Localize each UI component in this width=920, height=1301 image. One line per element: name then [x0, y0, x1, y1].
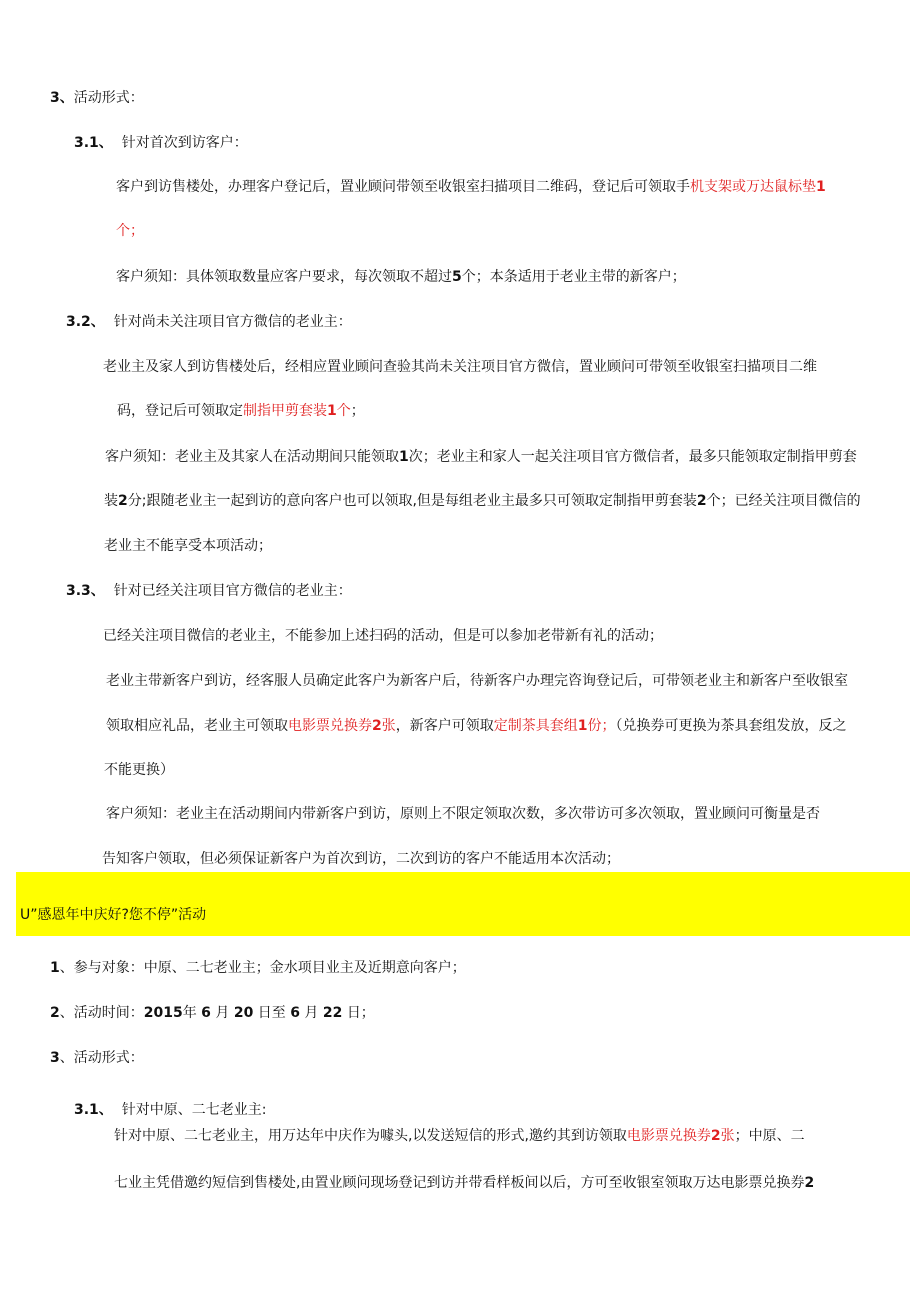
item-3-1-paragraph-line1: 针对中原、二七老业主，用万达年中庆作为噱头,以发送短信的形式,邀约其到访领取电影票兑换券2张；中原、二 — [114, 1128, 805, 1144]
section-3-3-paragraph-line4: 不能更换） — [104, 762, 174, 778]
section-3-3-paragraph-line3: 领取相应礼品，老业主可领取电影票兑换券2张，新客户可领取定制茶具套组1份；（兑换券可更换为茶具套组发放，反之 — [106, 718, 847, 734]
section-3-1-heading: 3.1、 针对首次到访客户： — [74, 135, 248, 151]
section-3-heading: 3、活动形式： — [50, 90, 144, 106]
section-3-1-paragraph-line1: 客户到访售楼处，办理客户登记后，置业顾问带领至收银室扫描项目二维码，登记后可领取手机支架或万达鼠标垫1 — [116, 179, 826, 195]
section-3-3-note-line1: 客户须知：老业主在活动期间内带新客户到访，原则上不限定领取次数，多次带访可多次领取，置业顾问可衡量是否 — [106, 806, 820, 822]
section-3-3-paragraph-line1: 已经关注项目微信的老业主，不能参加上述扫码的活动，但是可以参加老带新有礼的活动； — [103, 628, 663, 644]
item-1-participants: 1、参与对象：中原、二七老业主；金水项目业主及近期意向客户； — [50, 960, 466, 976]
activity-title: U”感恩年中庆好?您不停”活动 — [20, 907, 207, 923]
section-3-2-heading: 3.2、 针对尚未关注项目官方微信的老业主： — [66, 314, 352, 330]
section-3-3-note-line2: 告知客户领取，但必须保证新客户为首次到访，二次到访的客户不能适用本次活动； — [102, 851, 620, 867]
section-3-3-heading: 3.3、 针对已经关注项目官方微信的老业主： — [66, 583, 352, 599]
item-3-1-paragraph-line2: 七业主凭借邀约短信到售楼处,由置业顾问现场登记到访并带看样板间以后，方可至收银室领取万达电影票兑换券2 — [114, 1175, 815, 1191]
item-2-activity-time: 2、活动时间：2015年 6 月 20 日至 6 月 22 日； — [50, 1005, 375, 1021]
section-3-3-paragraph-line2: 老业主带新客户到访，经客服人员确定此客户为新客户后，待新客户办理完咨询登记后，可带领老业主和新客户至收银室 — [106, 673, 848, 689]
section-3-2-note-line1: 客户须知：老业主及其家人在活动期间只能领取1次；老业主和家人一起关注项目官方微信者，最多只能领取定制指甲剪套 — [105, 449, 857, 465]
section-3-1-note: 客户须知：具体领取数量应客户要求，每次领取不超过5个；本条适用于老业主带的新客户； — [116, 269, 686, 285]
section-3-2-note-line2: 装2分;跟随老业主一起到访的意向客户也可以领取,但是每组老业主最多只可领取定制指甲剪套装2个；已经关注项目微信的 — [104, 493, 861, 509]
section-3-2-paragraph-line1: 老业主及家人到访售楼处后，经相应置业顾问查验其尚未关注项目官方微信，置业顾问可带领至收银室扫描项目二维 — [103, 359, 817, 375]
item-3-activity-form: 3、活动形式： — [50, 1050, 144, 1066]
section-3-2-paragraph-line2: 码，登记后可领取定制指甲剪套装1个； — [117, 403, 365, 419]
section-3-2-note-line3: 老业主不能享受本项活动； — [104, 538, 272, 554]
section-3-1-paragraph-line2: 个； — [116, 223, 144, 239]
item-3-1-heading: 3.1、 针对中原、二七老业主: — [74, 1102, 267, 1118]
highlighted-title-band — [16, 872, 910, 936]
